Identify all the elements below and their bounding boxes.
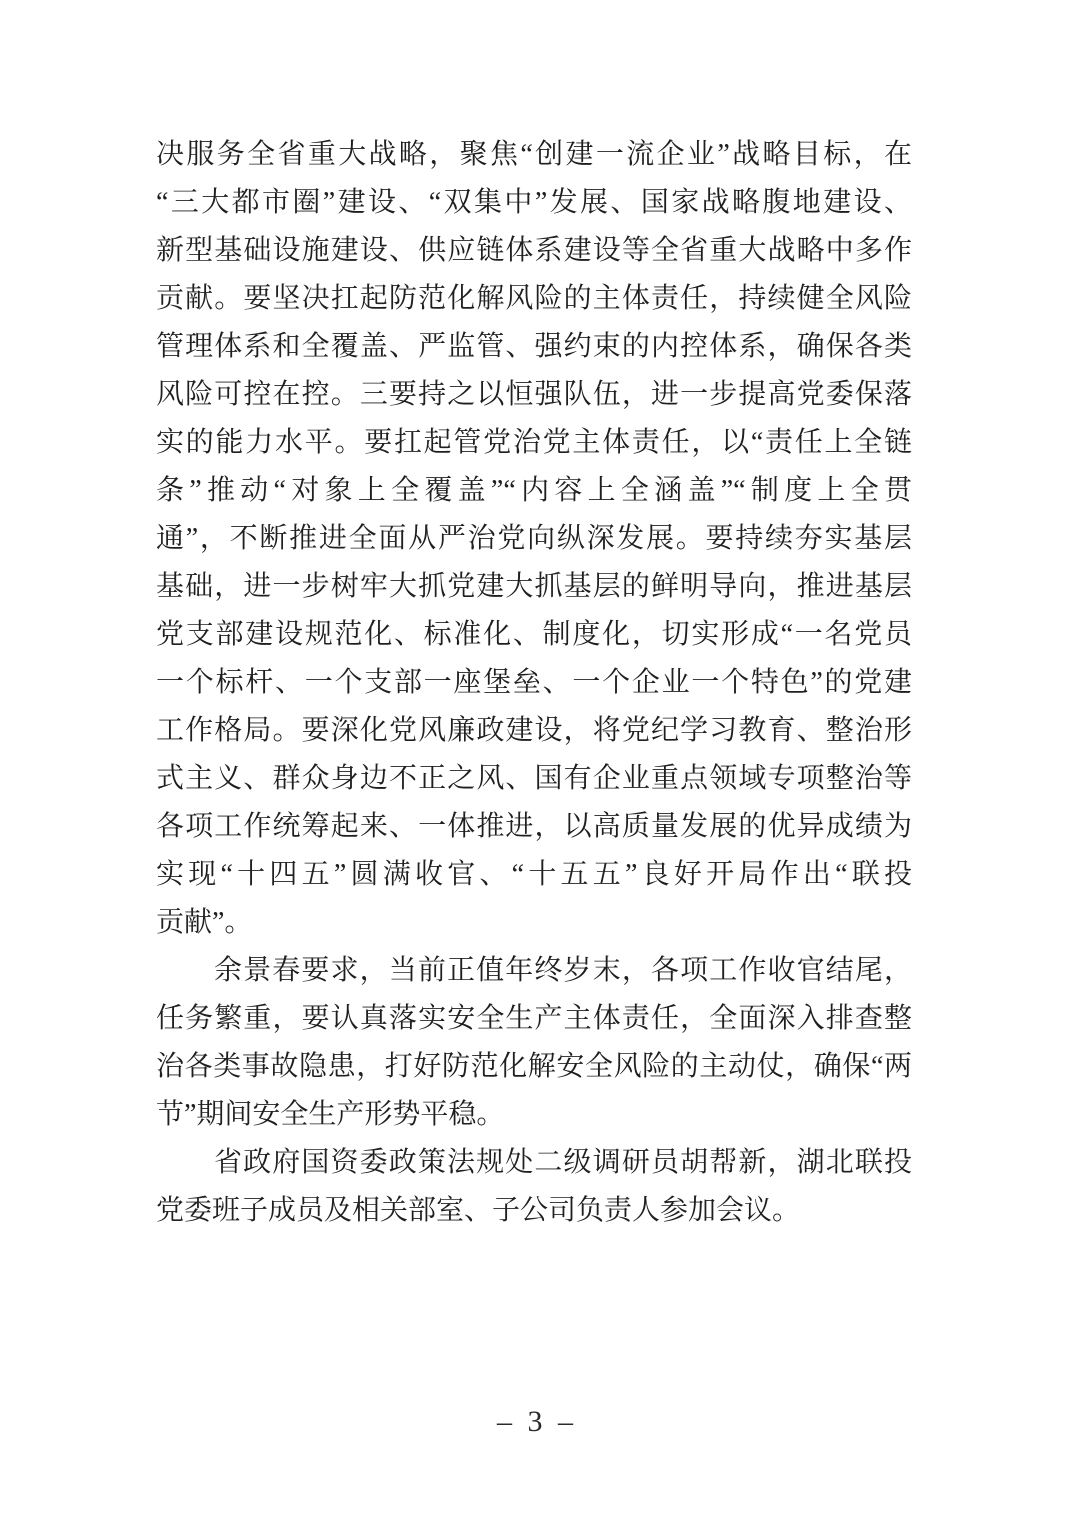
text-line: 各项工作统筹起来、一体推进，以高质量发展的优异成绩为 bbox=[156, 811, 912, 842]
text-line: 风险可控在控。三要持之以恒强队伍，进一步提高党委保落 bbox=[156, 379, 912, 410]
text-line: 党委班子成员及相关部室、子公司负责人参加会议。 bbox=[156, 1195, 801, 1226]
text-line: 余景春要求，当前正值年终岁末，各项工作收官结尾， bbox=[214, 955, 912, 986]
text-line: 一个标杆、一个支部一座堡垒、一个企业一个特色”的党建 bbox=[156, 667, 912, 698]
text-line: 式主义、群众身边不正之风、国有企业重点领域专项整治等 bbox=[156, 763, 912, 794]
text-line: 实现“十四五”圆满收官、“十五五”良好开局作出“联投 bbox=[156, 859, 912, 890]
text-line: 节”期间安全生产形势平稳。 bbox=[156, 1099, 505, 1130]
text-line: 实的能力水平。要扛起管党治党主体责任，以“责任上全链 bbox=[156, 427, 912, 458]
text-line: 省政府国资委政策法规处二级调研员胡帮新，湖北联投 bbox=[214, 1147, 912, 1178]
page-footer bbox=[0, 1404, 1074, 1440]
text-line: “三大都市圈”建设、“双集中”发展、国家战略腹地建设、 bbox=[156, 187, 912, 218]
text-line: 任务繁重，要认真落实安全生产主体责任，全面深入排查整 bbox=[156, 1003, 912, 1034]
text-line: 贡献。要坚决扛起防范化解风险的主体责任，持续健全风险 bbox=[156, 283, 912, 314]
page-number: – 3 – bbox=[497, 1405, 577, 1438]
text-line: 管理体系和全覆盖、严监管、强约束的内控体系，确保各类 bbox=[156, 331, 912, 362]
text-line: 工作格局。要深化党风廉政建设，将党纪学习教育、整治形 bbox=[156, 715, 912, 746]
text-line: 治各类事故隐患，打好防范化解安全风险的主动仗，确保“两 bbox=[156, 1051, 912, 1082]
text-line: 党支部建设规范化、标准化、制度化，切实形成“一名党员 bbox=[156, 619, 912, 650]
text-line: 决服务全省重大战略，聚焦“创建一流企业”战略目标，在 bbox=[156, 139, 912, 170]
text-line: 基础，进一步树牢大抓党建大抓基层的鲜明导向，推进基层 bbox=[156, 571, 912, 602]
text-line: 条”推动“对象上全覆盖”“内容上全涵盖”“制度上全贯 bbox=[156, 475, 912, 506]
document-body bbox=[156, 131, 912, 1235]
text-line: 贡献”。 bbox=[156, 907, 253, 938]
text-line: 通”，不断推进全面从严治党向纵深发展。要持续夯实基层 bbox=[156, 523, 912, 554]
text-line: 新型基础设施建设、供应链体系建设等全省重大战略中多作 bbox=[156, 235, 912, 266]
